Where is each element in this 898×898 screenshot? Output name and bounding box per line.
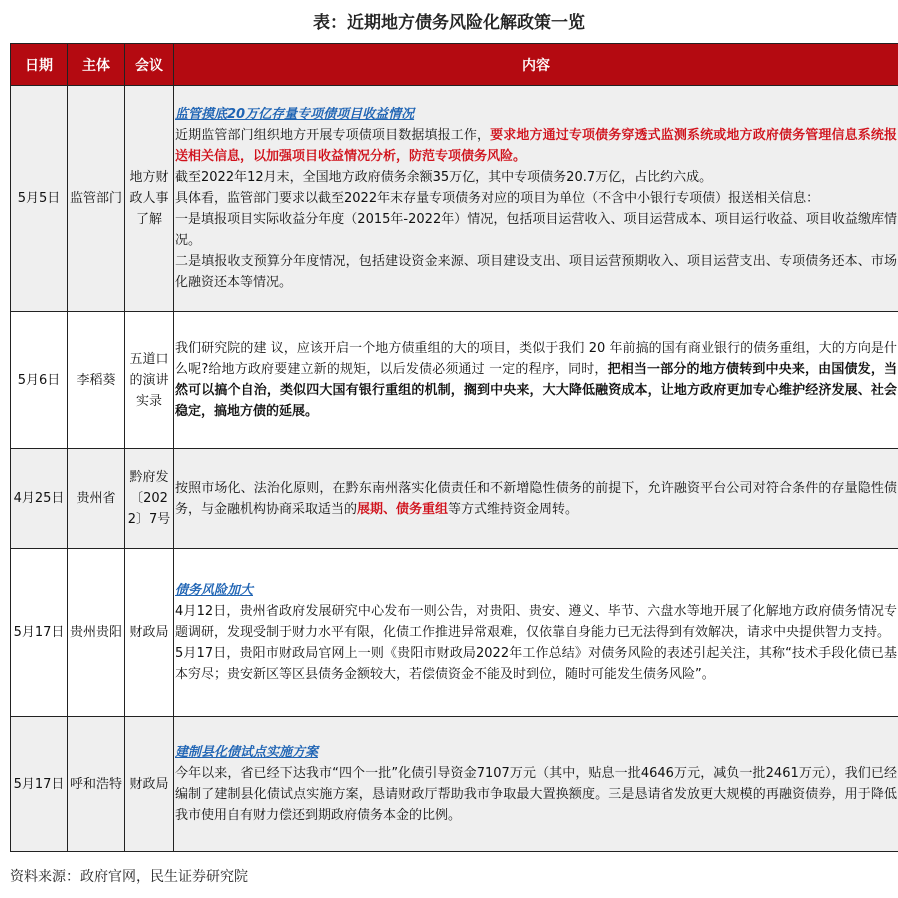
row-heading: 监管摸底20万亿存量专项债项目收益情况 — [175, 107, 415, 122]
content-paragraph: 一是填报项目实际收益分年度（2015年-2022年）情况，包括项目运营收入、项目运营成本、项目运行收益、项目收益缴库情况。 — [175, 212, 897, 248]
emphasis-text: 把相当一部分的地方债转到中央来，由国债发，当然可以搞个自治，类似四大国有银行重组的机制，搁到中央来，大大降低融资成本，让地方政府更加专心维护经济发展、社会稳定，搞地方债的延展。 — [175, 362, 897, 419]
content-text: 等方式维持资金周转。 — [448, 501, 579, 517]
content-paragraph: 4月12日，贵州省政府发展研究中心发布一则公告，对贵阳、贵安、遵义、毕节、六盘水等地开展了化解地方政府债务情况专题调研，发现受制于财力水平有限，化债工作推进异常艰难，仅依靠自身能力已无法得到有效解决，请求中央提供智力支持。 — [175, 604, 897, 640]
row-meeting: 地方财政人事了解 — [125, 86, 174, 312]
row-meeting: 黔府发〔2022〕7号 — [125, 449, 174, 549]
table-row — [11, 717, 898, 852]
table-row — [11, 449, 898, 549]
policy-table — [10, 43, 898, 852]
content-paragraph: 5月17日，贵阳市财政局官网上一则《贵阳市财政局2022年工作总结》对债务风险的表述引起关注，其称“技术手段化债已基本穷尽；贵安新区等区县债务金额较大，若偿债资金不能及时到位，随时可能发生债务风险”。 — [175, 646, 897, 682]
row-content — [174, 312, 898, 449]
header-meeting: 会议 — [125, 44, 174, 86]
content-text: 我们研究院的建 议，应该开启一个地方债重组的大的项目，类似于我们 20 年前搞的国有商业银行的债务重组，大的方向是什么呢?给地方政府要建立新的规矩，以后发债必须通过 一定的程序，同时， — [175, 341, 897, 377]
table-row — [11, 312, 898, 449]
content-paragraph — [175, 478, 897, 520]
header-org: 主体 — [68, 44, 125, 86]
row-content — [174, 549, 898, 717]
row-date: 5月17日 — [11, 717, 68, 852]
emphasis-text: 展期、债务重组 — [357, 501, 449, 517]
content-paragraph: 二是填报收支预算分年度情况，包括建设资金来源、项目建设支出、项目运营预期收入、项目运营支出、专项债务还本、市场化融资还本等情况。 — [175, 254, 897, 290]
table-row — [11, 549, 898, 717]
source-note: 资料来源：政府官网，民生证券研究院 — [10, 869, 248, 885]
header-content: 内容 — [174, 44, 898, 86]
content-text: 近期监管部门组织地方开展专项债项目数据填报工作， — [175, 128, 491, 143]
content-text: 按照市场化、法治化原则，在黔东南州落实化债责任和不新增隐性债务的前提下，允许融资平台公司对符合条件的存量隐性债务，与金融机构协商采取适当的 — [175, 480, 897, 517]
row-date: 5月6日 — [11, 312, 68, 449]
row-heading: 债务风险加大 — [175, 583, 254, 598]
content-paragraph — [175, 338, 897, 422]
row-heading: 建制县化债试点实施方案 — [175, 745, 319, 760]
row-org: 贵州贵阳 — [68, 549, 125, 717]
content-paragraph: 截至2022年12月末，全国地方政府债务余额35万亿，其中专项债务20.7万亿，占比约六成。 — [175, 170, 713, 185]
row-content — [174, 86, 898, 312]
row-content — [174, 449, 898, 549]
table-row — [11, 86, 898, 312]
row-content — [174, 717, 898, 852]
row-date: 5月5日 — [11, 86, 68, 312]
table-title: 表：近期地方债务风险化解政策一览 — [313, 13, 585, 33]
emphasis-text: 要求地方通过专项债务穿透式监测系统或地方政府债务管理信息系统报送相关信息，以加强项目收益情况分析，防范专项债务风险。 — [175, 128, 897, 164]
content-paragraph — [175, 125, 897, 167]
row-org: 贵州省 — [68, 449, 125, 549]
row-meeting: 五道口的演讲实录 — [125, 312, 174, 449]
row-org: 呼和浩特 — [68, 717, 125, 852]
content-paragraph: 具体看，监管部门要求以截至2022年末存量专项债务对应的项目为单位（不含中小银行专项债）报送相关信息： — [175, 191, 820, 206]
row-org: 监管部门 — [68, 86, 125, 312]
header-row — [11, 44, 898, 86]
row-date: 4月25日 — [11, 449, 68, 549]
row-org: 李稻葵 — [68, 312, 125, 449]
row-meeting: 财政局 — [125, 549, 174, 717]
row-meeting: 财政局 — [125, 717, 174, 852]
row-date: 5月17日 — [11, 549, 68, 717]
content-paragraph: 今年以来，省已经下达我市“四个一批”化债引导资金7107万元（其中，贴息一批4646万元，减负一批2461万元），我们已经编制了建制县化债试点实施方案，恳请财政厅帮助我市争取最大置换额度。三是恳请省发放更大规模的再融资债券，用于降低我市使用自有财力偿还到期政府债务本金的比例。 — [175, 766, 897, 823]
header-date: 日期 — [11, 44, 68, 86]
